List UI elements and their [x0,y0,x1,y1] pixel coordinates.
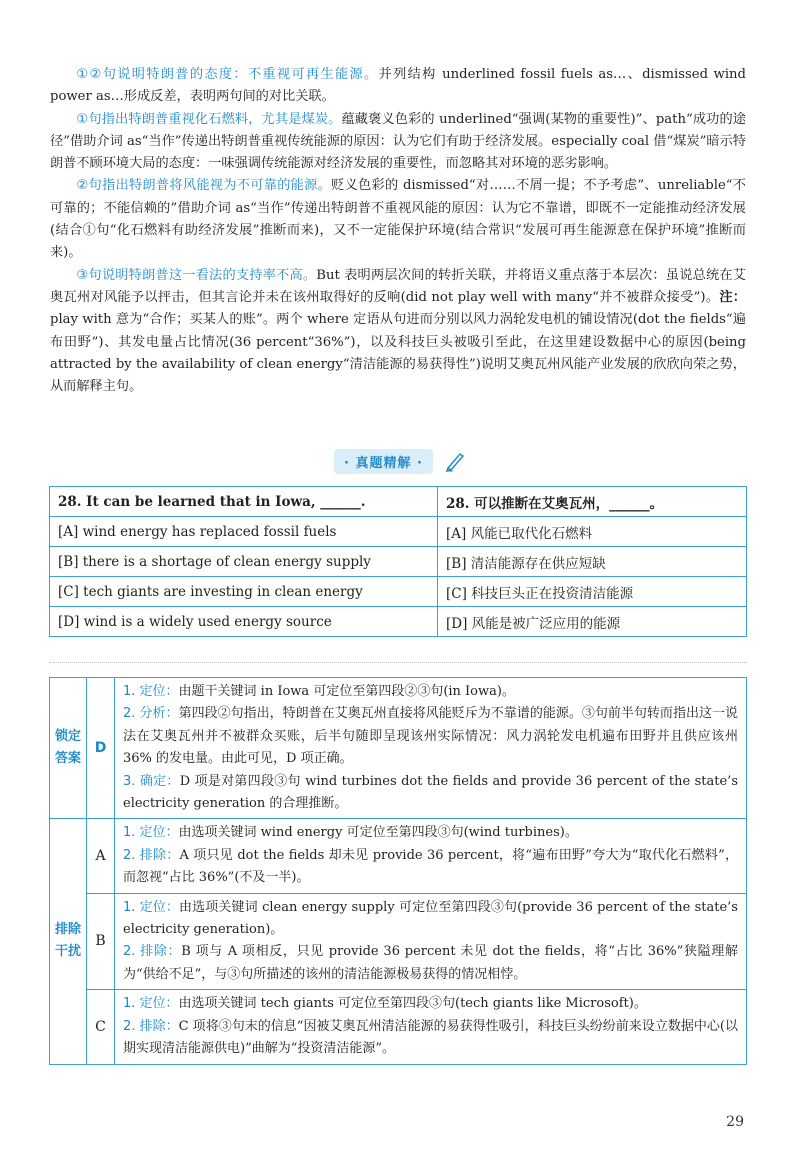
exclude-label: 排除干扰 [50,819,87,1064]
exclude-explanation [115,819,747,893]
key-sentence: ①②句说明特朗普的态度：不重视可再生能源。 [76,67,379,82]
step-text: 由选项关键词 clean energy supply 可定位至第四段③句(provide 36 percent of the state’s electricity generation)。 [123,899,738,938]
analysis-section [50,64,746,398]
option-b-zh: [B] 清洁能源存在供应短缺 [438,547,747,577]
step-label: 2. 分析： [123,706,179,722]
option-b-en: [B] there is a shortage of clean energy supply [50,547,438,577]
exclude-row-b [50,893,747,990]
option-letter: C [87,990,115,1064]
analysis-paragraph-3 [50,175,746,264]
key-sentence: ③句说明特朗普这一看法的支持率不高。 [76,267,317,283]
explanation-text: But 表明两层次间的转折关联，并将语义重点落于本层次：虽说总统在艾奥瓦州对风能予以抨击，但其言论并未在该州取得好的反响(did not play well with many“并不被群众接受”)。 [50,267,746,305]
option-a-en: [A] wind energy has replaced fossil fuels [50,517,438,547]
note-label: 注： [719,289,746,305]
answer-explanation [115,678,747,819]
step-label: 1. 定位： [123,825,179,841]
pen-icon [444,450,466,476]
step-text: 第四段②句指出，特朗普在艾奥瓦州直接将风能贬斥为不靠谱的能源。③句前半句转而指出这一说法在艾奥瓦州并不被群众买账，后半句随即呈现该州实际情况：风力涡轮发电机遍布田野并且供应该州 36% 的发电量。由此可见，D 项正确。 [123,706,738,767]
step-label: 2. 排除： [123,1018,179,1034]
section-heading [0,449,800,475]
option-d-zh: [D] 风能是被广泛应用的能源 [438,607,747,637]
analysis-paragraph-4 [50,265,746,399]
exclude-row-a [50,819,747,893]
divider [49,662,747,663]
step-label: 2. 排除： [123,944,182,960]
step-label: 1. 定位： [123,899,180,915]
option-row [50,607,747,637]
question-table [49,486,747,637]
step-label: 3. 确定： [123,773,180,789]
step-text: 由选项关键词 wind energy 可定位至第四段③句(wind turbines)。 [178,825,578,841]
option-d-en: [D] wind is a widely used energy source [50,607,438,637]
explanation-text: 蕴藏褒义色彩的 underlined“强调(某物的重要性)”、path“成功的途径”借助介词 as“当作”传递出特朗普重视传统能源的原因：认为它们有助于经济发展。especially coal 借“煤炭”暗示特朗普不顾环境大局的态度：一味强调传统能源对经济发展的重要性，而忽略其对环境的恶劣影响。 [50,111,746,172]
question-stem-row [50,487,747,517]
step-text: C 项将③句末的信息“因被艾奥瓦州清洁能源的易获得性吸引，科技巨头纷纷前来设立数据中心(以期实现清洁能源供电)”曲解为“投资清洁能源”。 [123,1018,738,1057]
explanation-text: 并列结构 underlined fossil fuels as…、dismissed wind power as…形成反差，表明两句间的对比关联。 [50,67,746,105]
option-c-zh: [C] 科技巨头正在投资清洁能源 [438,577,747,607]
answer-letter: D [87,678,115,819]
option-row [50,547,747,577]
step-text: A 项只见 dot the fields 却未见 provide 36 percent，将“遍布田野”夸大为“取代化石燃料”，而忽视“占比 36%”(不及一半)。 [123,847,738,886]
explanation-text: 贬义色彩的 dismissed“对……不屑一提；不予考虑”、unreliable“不可靠的；不能信赖的”借助介词 as“当作”传递出特朗普不重视风能的原因：认为它不靠谱，即既不一定能推动经济发展(结合①句“化石燃料有助经济发展”推断而来)，又不一定能保护环境(结合常识“发展可再生能源意在保护环境”推断而来)。 [50,178,746,261]
option-letter: B [87,893,115,990]
step-label: 1. 定位： [123,996,179,1012]
option-row [50,577,747,607]
step-label: 1. 定位： [123,684,179,699]
step-text: 由题干关键词 in Iowa 可定位至第四段②③句(in Iowa)。 [178,684,515,699]
option-row [50,517,747,547]
answer-row [50,678,747,819]
step-text: B 项与 A 项相反，只见 provide 36 percent 未见 dot the fields，将“占比 36%”狭隘理解为“供给不足”，与③句所描述的该州的清洁能源极易获得的情况相悖。 [123,944,738,982]
question-stem-en: 28. It can be learned that in Iowa, ______. [50,487,438,517]
key-sentence: ①句指出特朗普重视化石燃料，尤其是煤炭。 [76,111,342,127]
option-c-en: [C] tech giants are investing in clean energy [50,577,438,607]
analysis-paragraph-1 [50,64,746,109]
exclude-explanation [115,893,747,990]
option-a-zh: [A] 风能已取代化石燃料 [438,517,747,547]
answer-table [49,677,747,1065]
lock-answer-label: 锁定答案 [50,678,87,819]
analysis-paragraph-2 [50,109,746,176]
question-stem-zh: 28. 可以推断在艾奥瓦州，______。 [438,487,747,517]
page-number: 29 [726,1114,744,1130]
exclude-explanation [115,990,747,1064]
section-title: · 真题精解 · [334,449,433,474]
step-text: D 项是对第四段③句 wind turbines dot the fields and provide 36 percent of the state’s electricity generation 的合理推断。 [123,773,738,812]
step-label: 2. 排除： [123,847,180,863]
note-text: play with 意为“合作；买某人的账”。两个 where 定语从句进而分别以风力涡轮发电机的铺设情况(dot the fields“遍布田野”)、其发电量占比情况(36 percent“36%”)，以及科技巨头被吸引至此，在这里建设数据中心的原因(being attracted by the availability of clean energy“清洁能源的易获得性”)说明艾奥瓦州风能产业发展的欣欣向荣之势，从而解释主句。 [50,312,746,395]
step-text: 由选项关键词 tech giants 可定位至第四段③句(tech giants like Microsoft)。 [178,996,647,1012]
key-sentence: ②句指出特朗普将风能视为不可靠的能源。 [76,178,332,194]
exclude-row-c [50,990,747,1064]
option-letter: A [87,819,115,893]
